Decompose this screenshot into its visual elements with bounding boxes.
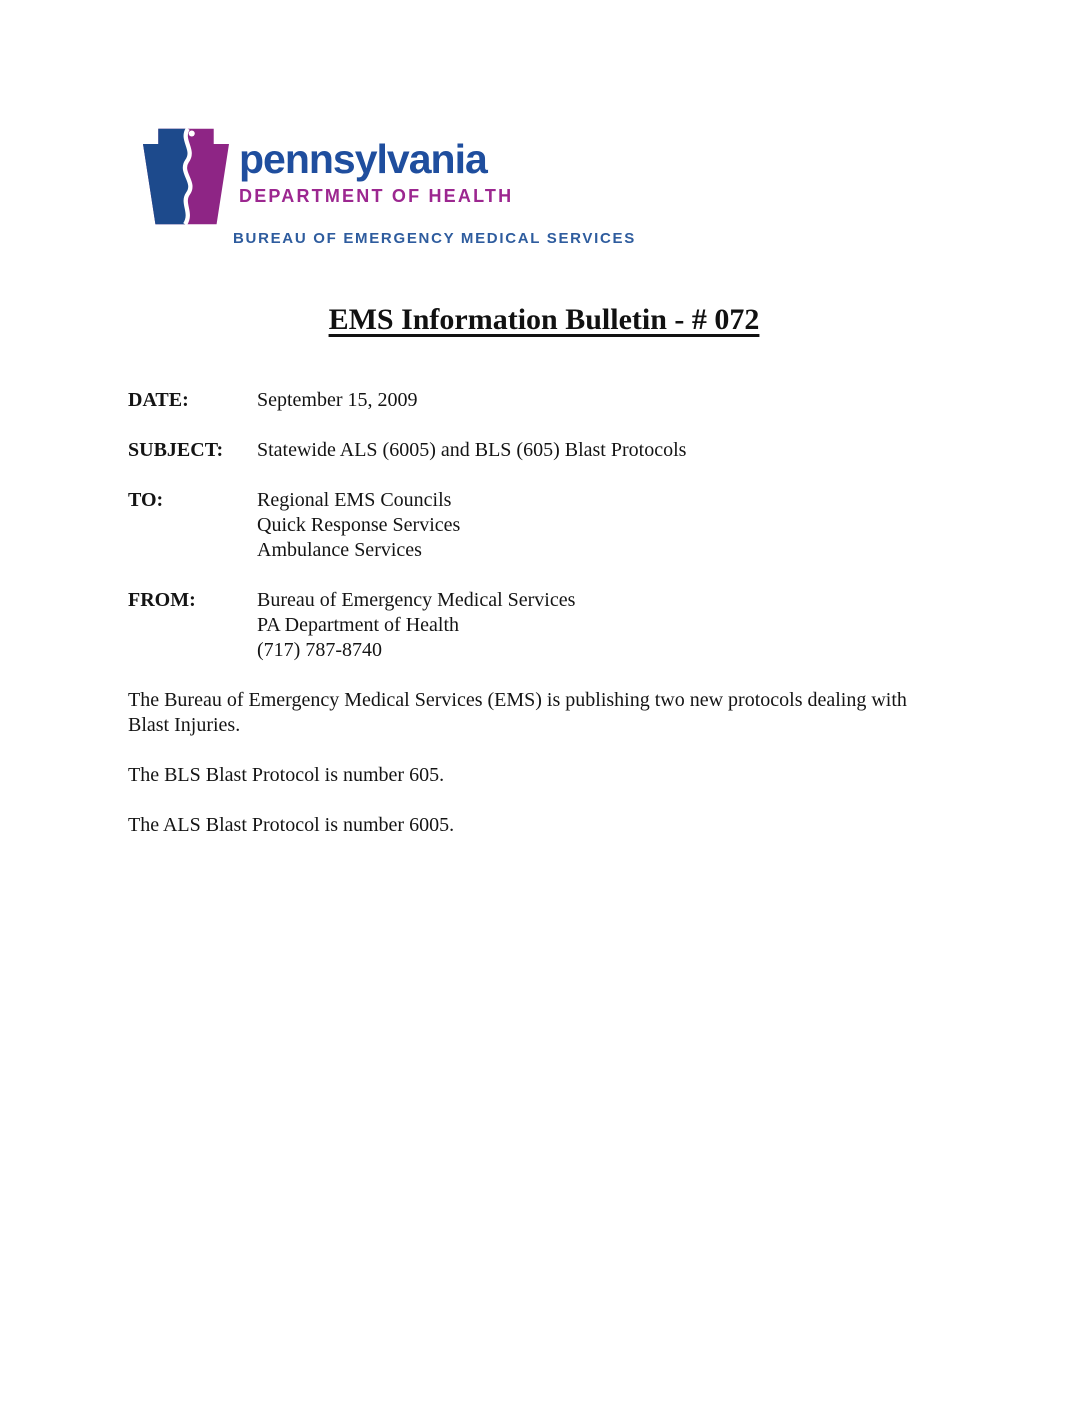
memo-row-subject	[128, 438, 940, 463]
memo-value-line: Ambulance Services	[257, 539, 422, 561]
keystone-left-half	[143, 129, 190, 225]
department-of-health-label: DEPARTMENT OF HEALTH	[239, 185, 514, 206]
title-row	[0, 303, 1088, 337]
snake-head	[189, 130, 195, 136]
memo-value-line: September 15, 2009	[257, 389, 418, 411]
memo-values-subject	[257, 438, 940, 463]
bureau-of-ems-label: BUREAU OF EMERGENCY MEDICAL SERVICES	[233, 230, 636, 247]
memo-row-to	[128, 488, 940, 563]
memo-value-line: Regional EMS Councils	[257, 489, 452, 511]
body-paragraph: The BLS Blast Protocol is number 605.	[128, 764, 445, 786]
memo-values-to	[257, 488, 940, 563]
keystone-logo	[143, 128, 229, 225]
memo-label-subject: SUBJECT:	[128, 439, 224, 461]
memo-value-line: Statewide ALS (6005) and BLS (605) Blast Protocols	[257, 439, 687, 461]
memo-label-from: FROM:	[128, 589, 196, 611]
page-title: EMS Information Bulletin - # 072	[328, 303, 760, 336]
memo-value-line: Quick Response Services	[257, 514, 461, 536]
memo-value-line: (717) 787-8740	[257, 639, 382, 661]
memo-label-to: TO:	[128, 489, 164, 511]
brand-wordmark: pennsylvania	[239, 136, 487, 182]
memo-value-line: Bureau of Emergency Medical Services	[257, 589, 576, 611]
body-paragraph: The ALS Blast Protocol is number 6005.	[128, 814, 455, 836]
body-paragraph: The Bureau of Emergency Medical Services (EMS) is publishing two new protocols dealing with Blast Injuries.	[128, 689, 907, 736]
memo-value-line: PA Department of Health	[257, 614, 460, 636]
memo-values-from	[257, 588, 940, 663]
memo-values-date	[257, 388, 940, 413]
memo-content	[128, 388, 940, 863]
memo-row-date	[128, 388, 940, 413]
pa-doh-logo	[143, 128, 513, 225]
memo-row-from	[128, 588, 940, 663]
memo-label-date: DATE:	[128, 389, 189, 411]
logo-text-block	[239, 128, 513, 207]
